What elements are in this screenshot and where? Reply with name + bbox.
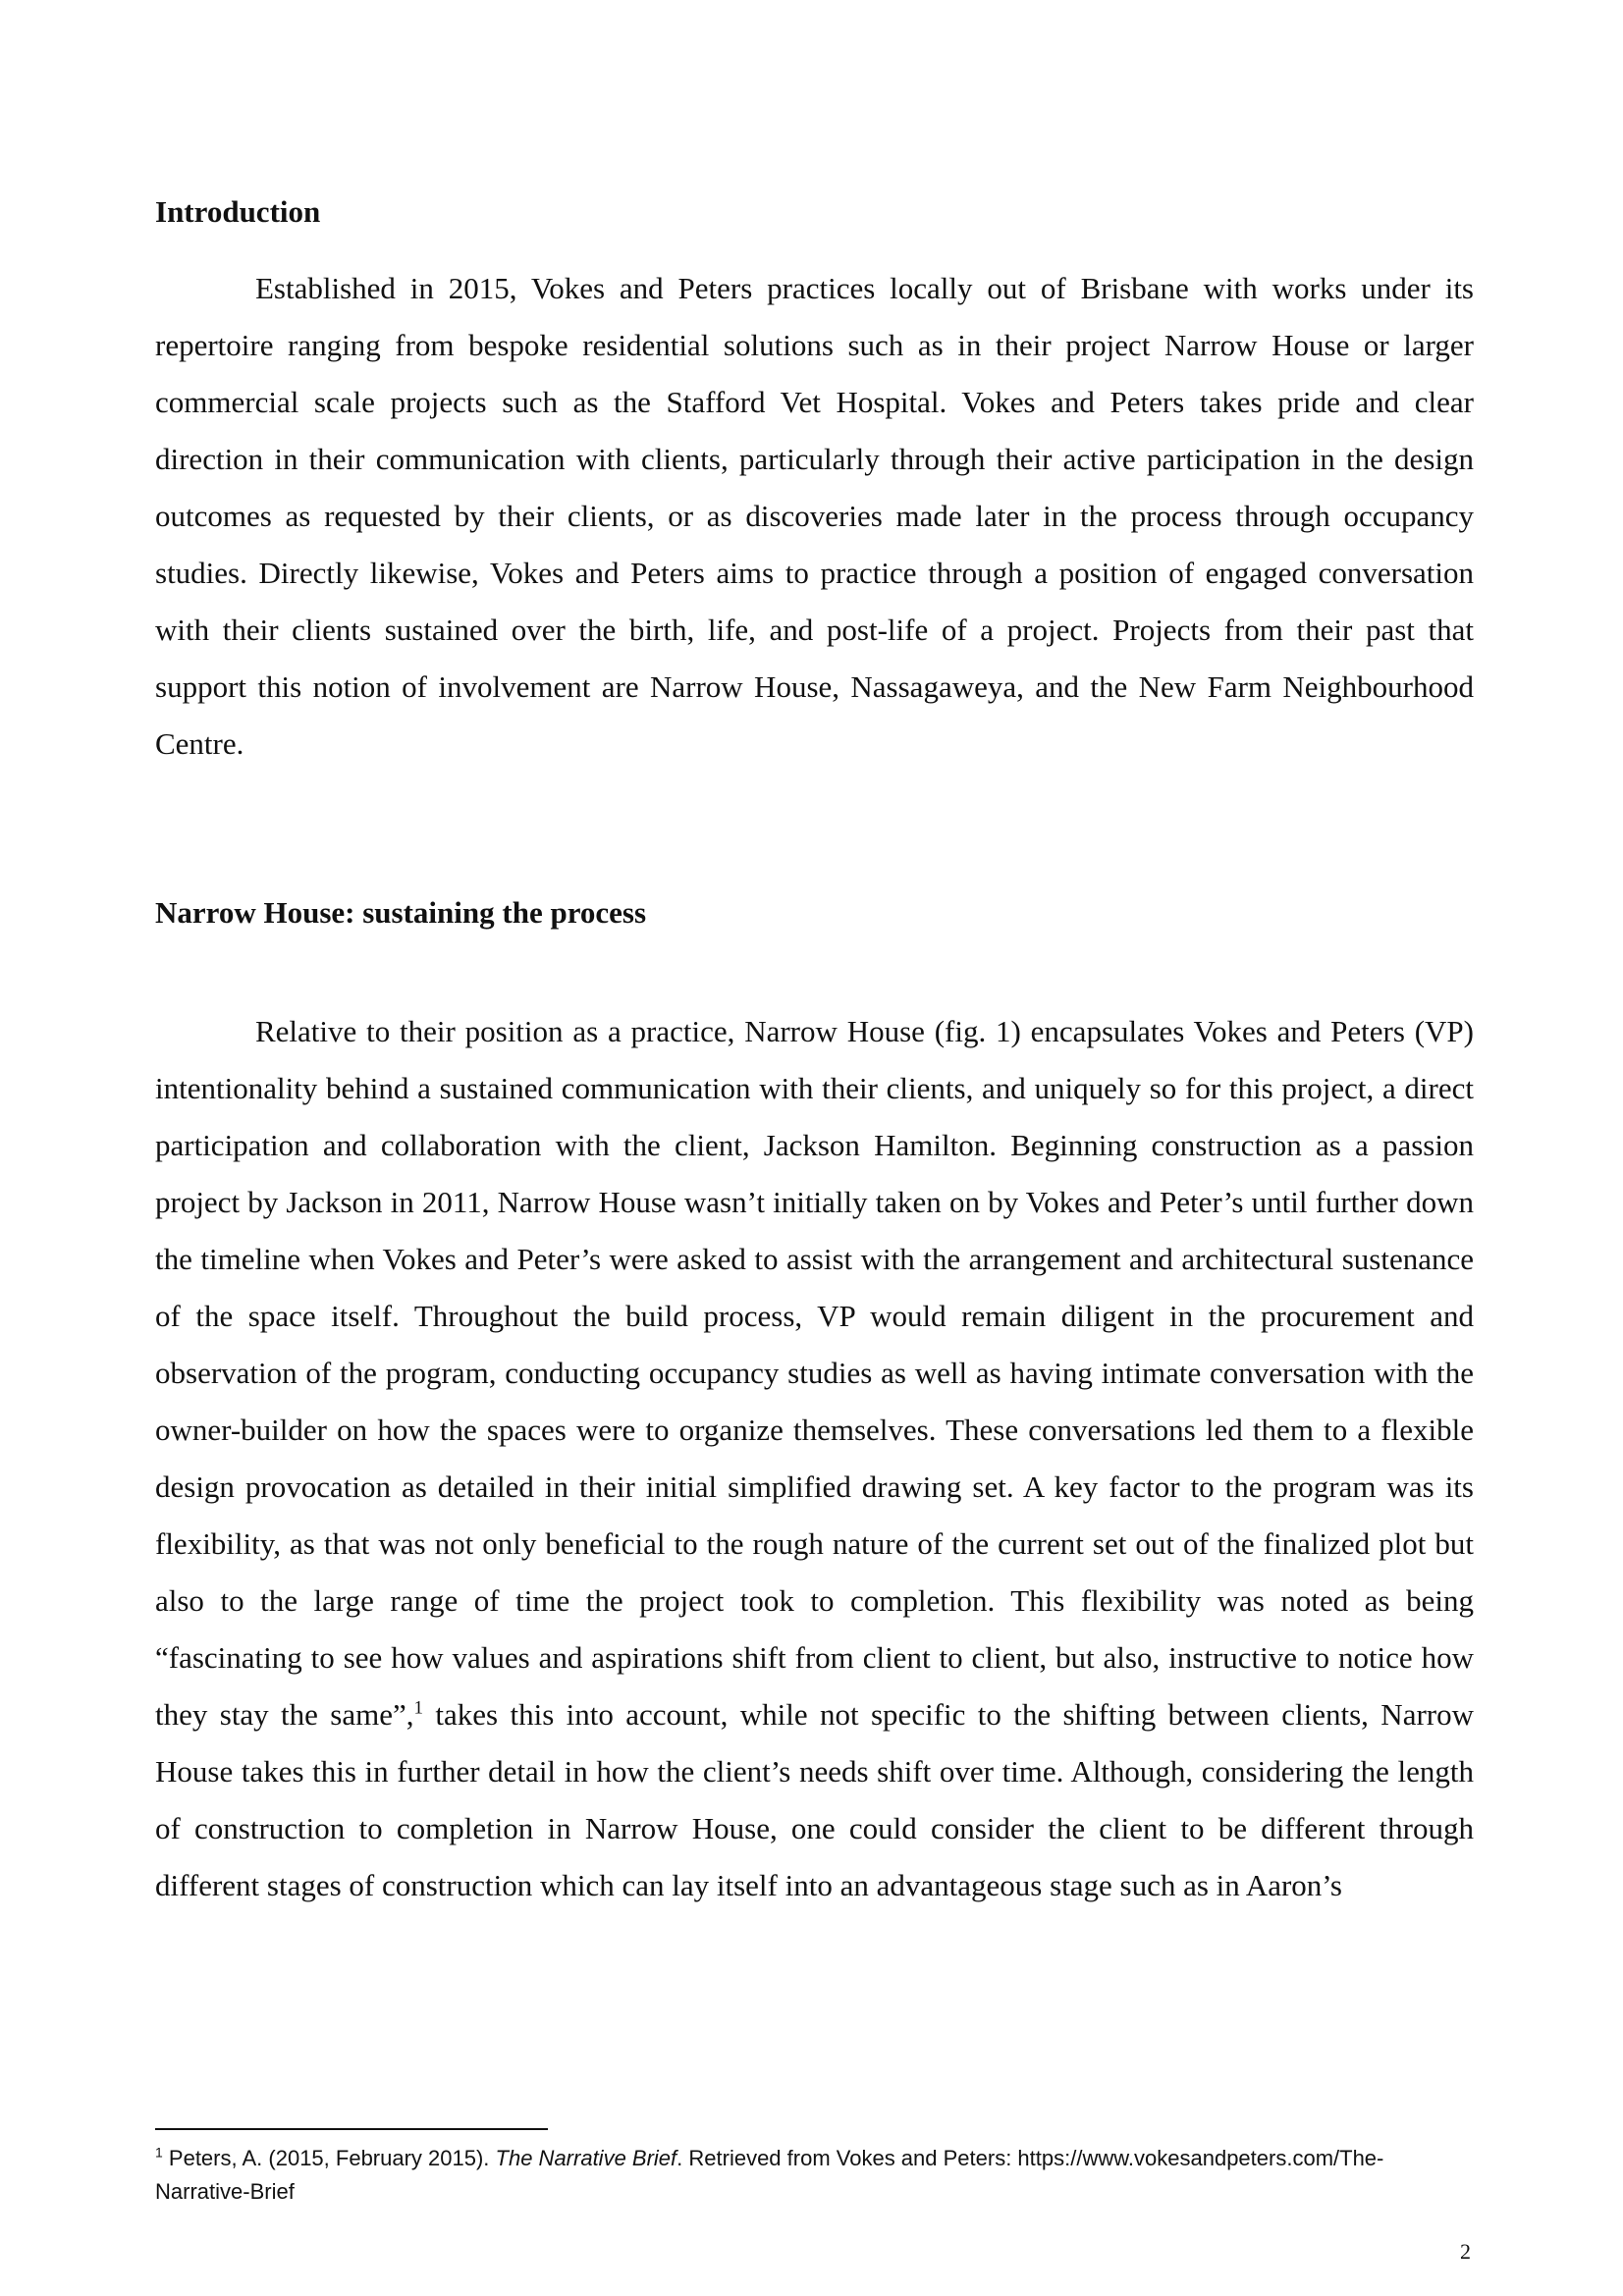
narrow-house-heading: Narrow House: sustaining the process	[155, 895, 647, 930]
footnote-reference[interactable]: 1	[413, 1697, 424, 1719]
footnote-text-before: Peters, A. (2015, February 2015).	[162, 2146, 496, 2170]
narrow-house-text-part1: Relative to their position as a practice, Narrow House (fig. 1) encapsulates Vokes and Peters (VP) intentionality behind a sustained communication with their clients, and uniquely so for this project, a direct participation and collaboration with the client, Jackson Hamilton. Beginning construction as a passion project by Jackson in 2011, Narrow House wasn’t initially taken on by Vokes and Peter’s until further down the timeline when Vokes and Peter’s were asked to assist with the arrangement and architectural sustenance of the space itself. Throughout the build process, VP would remain diligent in the procurement and observation of the program, conducting occupancy studies as well as having intimate conversation with the owner-builder on how the spaces were to organize themselves. These conversations led them to a flexible design provocation as detailed in their initial simplified drawing set. A key factor to the program was its flexibility, as that was not only beneficial to the rough nature of the current set out of the finalized plot but also to the large range of time the project took to completion. This flexibility was noted as being “fascinating to see how values and aspirations shift from client to client, but also, instructive to notice how they stay the same”,	[155, 1014, 1474, 1732]
narrow-house-text-part2: takes this into account, while not specific to the shifting between clients, Narrow House takes this in further detail in how the client’s needs shift over time. Although, considering the length of construction to completion in Narrow House, one could consider the client to be different through different stages of construction which can lay itself into an advantageous stage such as in Aaron’s	[155, 1697, 1474, 1902]
footnote	[155, 2142, 1474, 2209]
page-number: 2	[1460, 2239, 1471, 2264]
footnote-number: 1	[155, 2144, 163, 2161]
introduction-paragraph: Established in 2015, Vokes and Peters practices locally out of Brisbane with works under its repertoire ranging from bespoke residential solutions such as in their project Narrow House or larger commercial scale projects such as the Stafford Vet Hospital. Vokes and Peters takes pride and clear direction in their communication with clients, particularly through their active participation in the design outcomes as requested by their clients, or as discoveries made later in the process through occupancy studies. Directly likewise, Vokes and Peters aims to practice through a position of engaged conversation with their clients sustained over the birth, life, and post-life of a project. Projects from their past that support this notion of involvement are Narrow House, Nassagaweya, and the New Farm Neighbourhood Centre.	[155, 271, 1474, 761]
introduction-heading: Introduction	[155, 194, 321, 229]
footnote-separator	[155, 2128, 548, 2130]
footnote-text-after: . Retrieved from Vokes and Peters: https://www.vokesandpeters.com/The-Narrative-Brief	[155, 2146, 1384, 2204]
narrow-house-paragraph	[155, 1003, 1474, 1914]
footnote-title: The Narrative Brief	[495, 2146, 677, 2170]
